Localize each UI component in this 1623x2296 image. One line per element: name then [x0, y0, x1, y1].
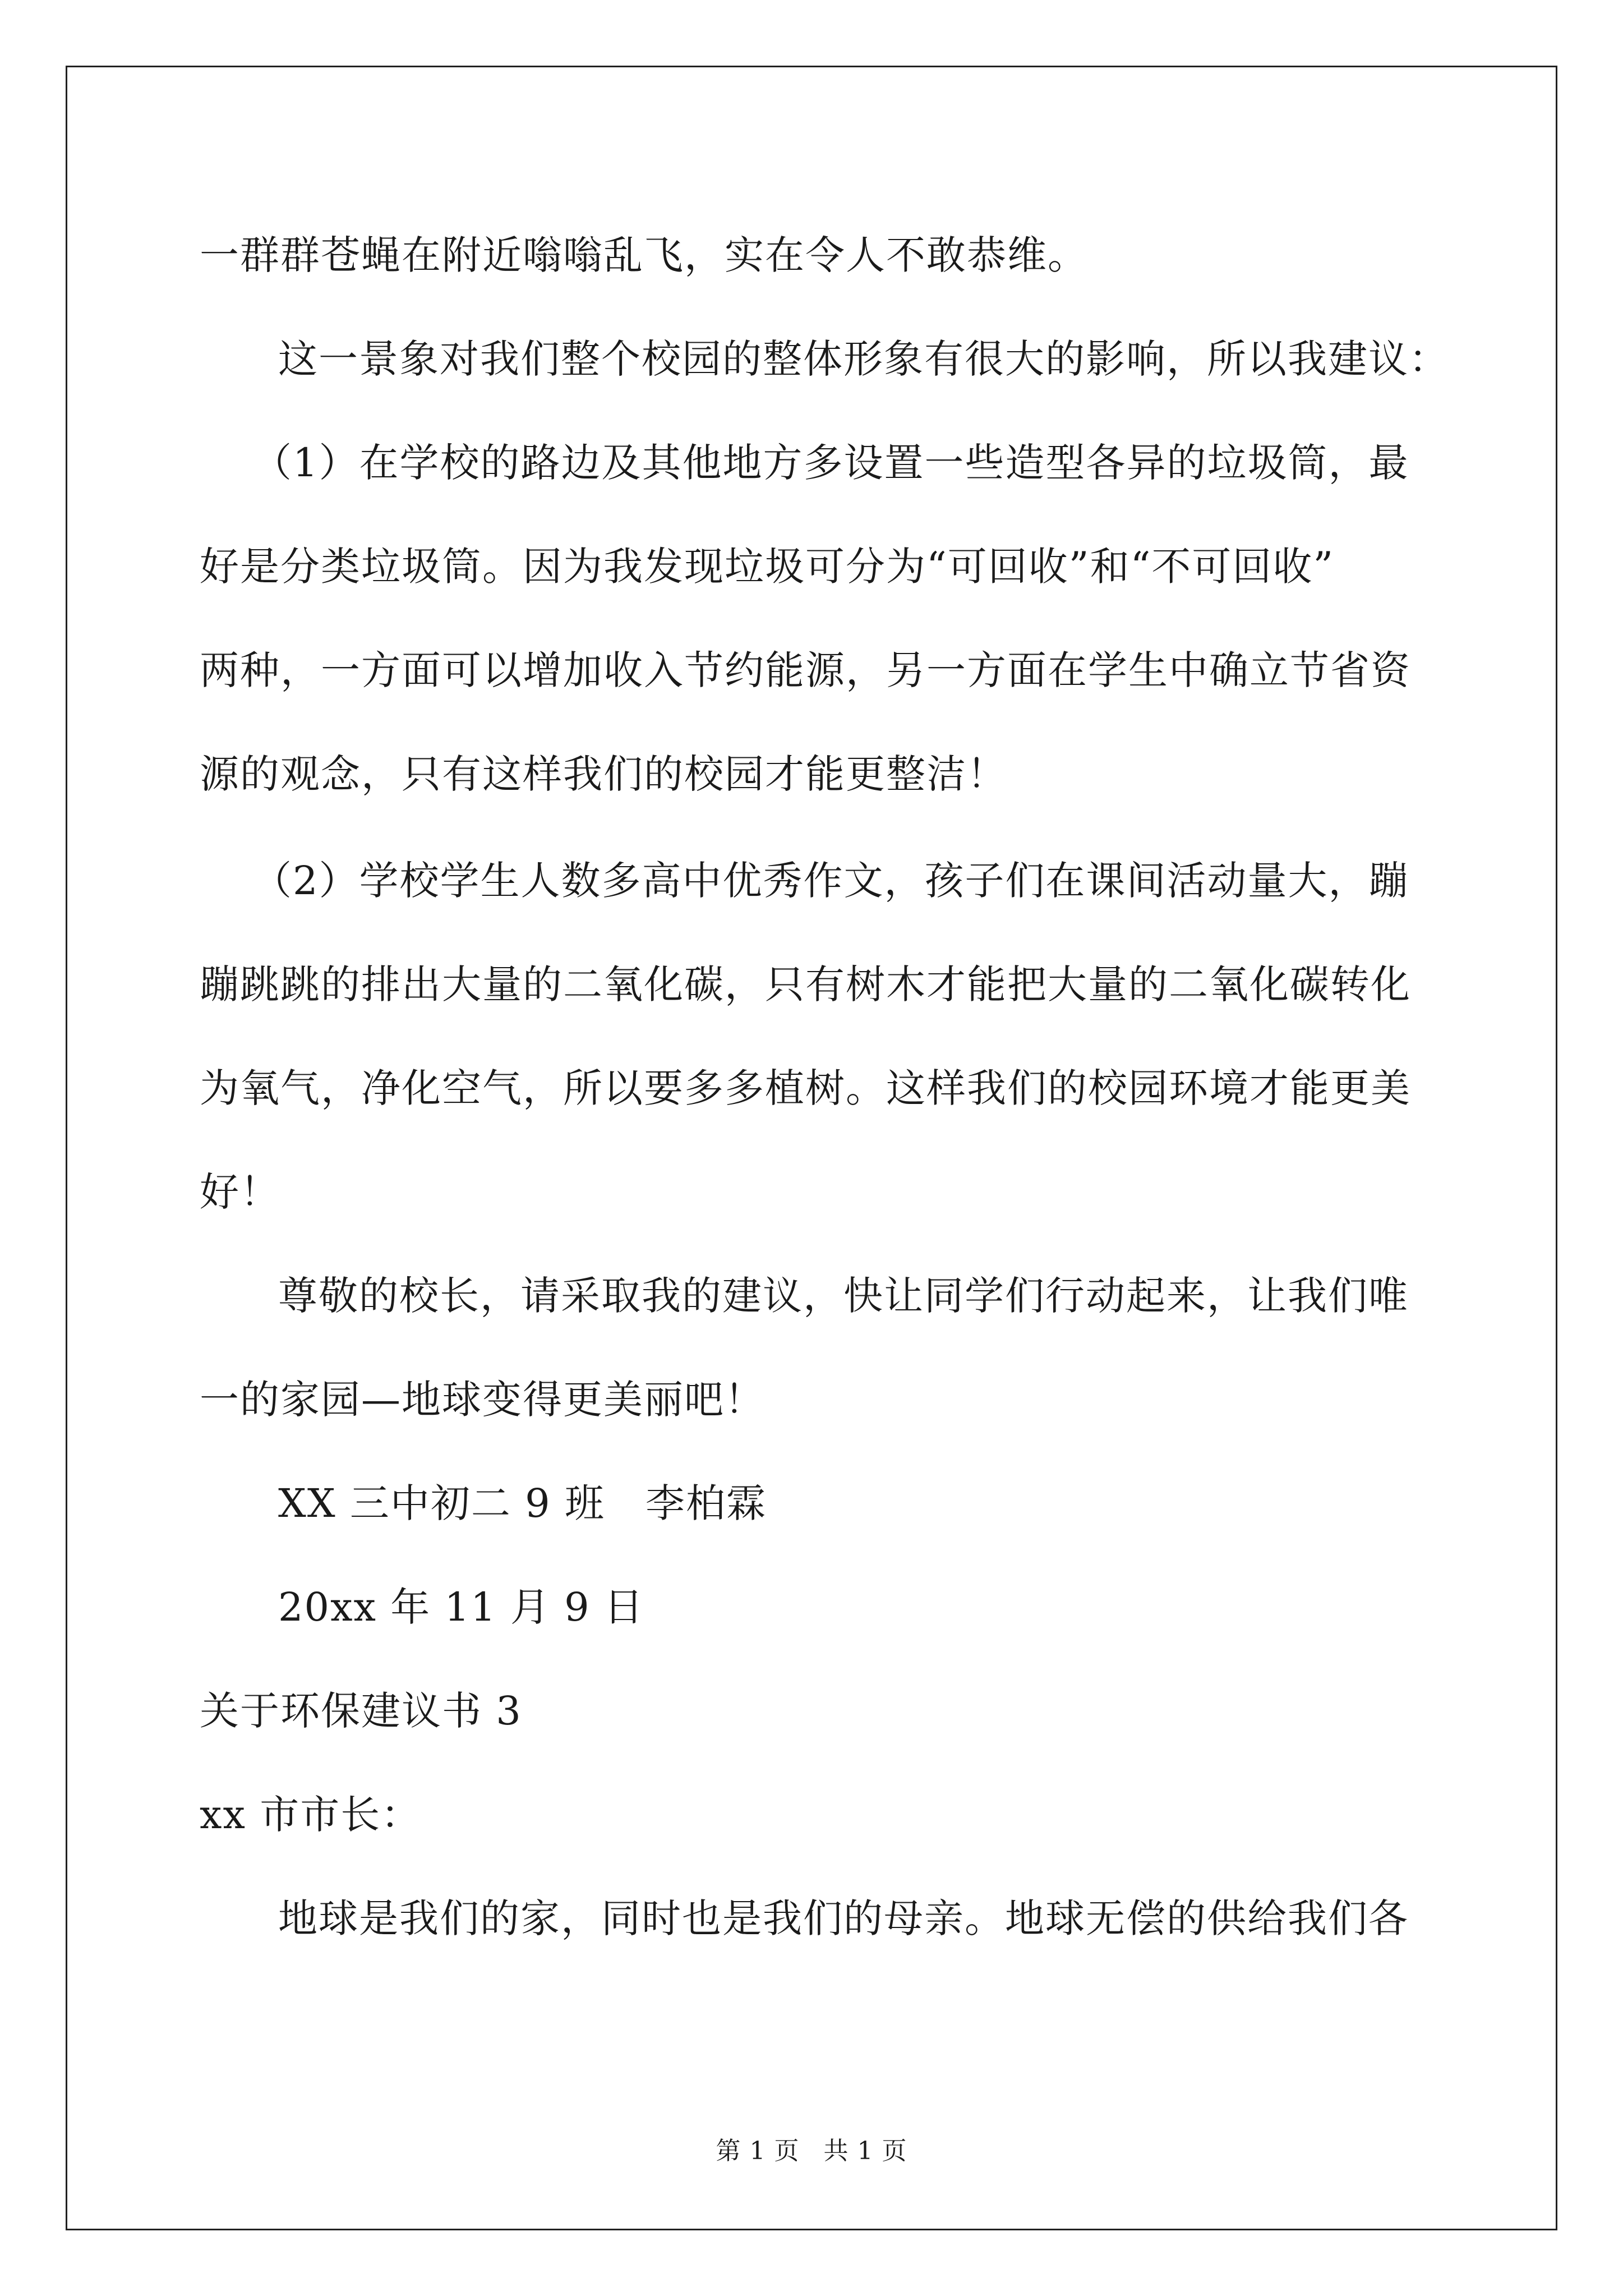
salutation-line: xx 市市长：	[200, 1792, 422, 1838]
body-line-17: 地球是我们的家，同时也是我们的母亲。地球无偿的供给我们各	[278, 1895, 1409, 1941]
section-title: 关于环保建议书 3	[200, 1688, 522, 1734]
body-line-10: 好！	[200, 1169, 280, 1215]
body-line-8: 蹦跳跳的排出大量的二氧化碳，只有树木才能把大量的二氧化碳转化	[200, 961, 1411, 1007]
body-line-3: （1）在学校的路边及其他地方多设置一些造型各异的垃圾筒，最	[252, 440, 1409, 486]
body-line-2: 这一景象对我们整个校园的整体形象有很大的影响，所以我建议：	[278, 336, 1449, 382]
page-total-label: 共 1 页	[823, 2137, 907, 2165]
body-line-6: 源的观念，只有这样我们的校园才能更整洁！	[200, 751, 1007, 797]
body-line-1: 一群群苍蝇在附近嗡嗡乱飞，实在令人不敢恭维。	[200, 232, 1088, 278]
body-line-5: 两种，一方面可以增加收入节约能源，另一方面在学生中确立节省资	[200, 647, 1411, 693]
body-line-9: 为氧气，净化空气，所以要多多植树。这样我们的校园环境才能更美	[200, 1065, 1411, 1111]
body-line-4: 好是分类垃圾筒。因为我发现垃圾可分为“可回收”和“不可回收”	[200, 544, 1335, 590]
page-footer	[0, 2134, 1623, 2168]
page-number-label: 第 1 页	[716, 2137, 800, 2165]
body-line-11: 尊敬的校长，请采取我的建议，快让同学们行动起来，让我们唯	[278, 1273, 1409, 1319]
date-line: 20xx 年 11 月 9 日	[278, 1584, 644, 1630]
body-line-12: 一的家园—地球变得更美丽吧！	[200, 1377, 765, 1423]
body-line-7: （2）学校学生人数多高中优秀作文，孩子们在课间活动量大，蹦	[252, 858, 1409, 904]
signature-line: XX 三中初二 9 班 李柏霖	[278, 1480, 767, 1526]
